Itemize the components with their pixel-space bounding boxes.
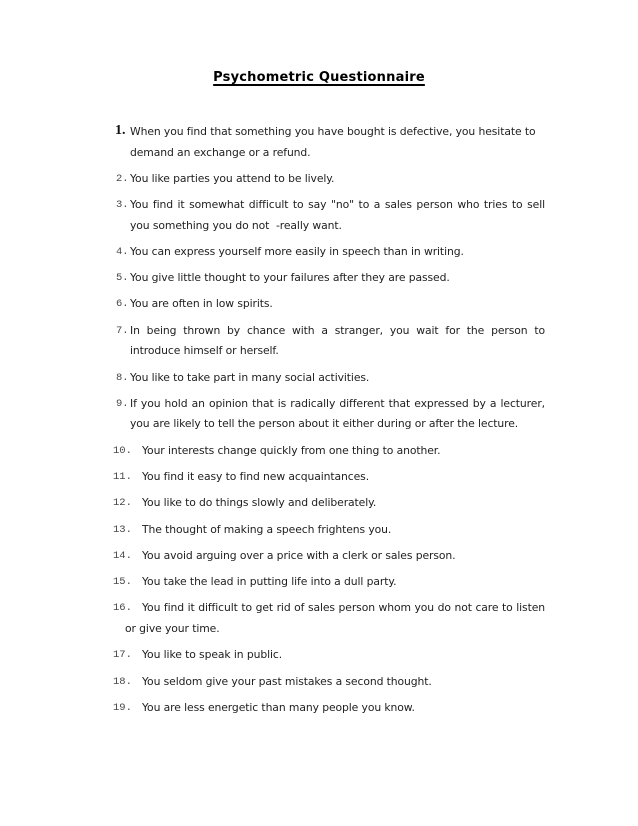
question-number: 6. bbox=[116, 298, 129, 311]
question-line: you something you do not -really want. bbox=[130, 218, 342, 232]
question-text bbox=[130, 169, 545, 190]
question-number: 1. bbox=[115, 123, 126, 138]
question-item-8 bbox=[113, 368, 545, 389]
question-line: Your interests change quickly from one thing to another. bbox=[142, 443, 441, 457]
question-item-10 bbox=[113, 441, 545, 462]
question-number: 18. bbox=[113, 675, 132, 688]
question-line: You seldom give your past mistakes a second thought. bbox=[142, 674, 432, 688]
question-item-6 bbox=[113, 294, 545, 315]
question-number: 5. bbox=[116, 272, 129, 285]
question-number: 3. bbox=[116, 199, 129, 212]
question-number: 17. bbox=[113, 649, 132, 662]
question-text bbox=[125, 441, 545, 462]
question-line: demand an exchange or a refund. bbox=[130, 145, 311, 159]
question-line: You like to speak in public. bbox=[142, 648, 283, 662]
question-line: You like to take part in many social activities. bbox=[130, 370, 370, 384]
question-text bbox=[130, 321, 545, 362]
question-item-15 bbox=[113, 572, 545, 593]
question-line: introduce himself or herself. bbox=[130, 344, 279, 358]
question-item-1 bbox=[113, 122, 545, 163]
question-line: You find it easy to find new acquaintances. bbox=[142, 469, 370, 483]
question-line: You find it somewhat difficult to say "no" to a sales person who tries to sell bbox=[130, 198, 545, 212]
question-line: or give your time. bbox=[125, 621, 220, 635]
question-line: You find it difficult to get rid of sales person whom you do not care to listen bbox=[142, 601, 545, 615]
question-item-17 bbox=[113, 645, 545, 666]
question-line: You avoid arguing over a price with a clerk or sales person. bbox=[142, 548, 456, 562]
question-item-19 bbox=[113, 698, 545, 719]
question-number: 14. bbox=[113, 549, 132, 562]
question-text bbox=[125, 467, 545, 488]
question-number: 15. bbox=[113, 576, 132, 589]
question-item-2 bbox=[113, 169, 545, 190]
question-number: 9. bbox=[116, 397, 129, 410]
question-number: 10. bbox=[113, 444, 132, 457]
question-text bbox=[125, 520, 545, 541]
question-number: 11. bbox=[113, 470, 132, 483]
question-line: You are often in low spirits. bbox=[130, 297, 273, 311]
question-line: The thought of making a speech frightens you. bbox=[142, 522, 392, 536]
question-list bbox=[113, 122, 545, 718]
question-line: When you find that something you have bought is defective, you hesitate to bbox=[130, 125, 536, 138]
question-text bbox=[125, 698, 545, 719]
question-number: 16. bbox=[113, 602, 132, 615]
question-number: 12. bbox=[113, 497, 132, 510]
question-item-18 bbox=[113, 672, 545, 693]
question-number: 2. bbox=[116, 172, 129, 185]
question-item-7 bbox=[113, 321, 545, 362]
question-text bbox=[130, 195, 545, 236]
question-number: 8. bbox=[116, 371, 129, 384]
question-line: you are likely to tell the person about it either during or after the lecture. bbox=[130, 417, 519, 431]
question-text bbox=[130, 122, 545, 163]
question-line: You give little thought to your failures after they are passed. bbox=[130, 271, 450, 285]
question-text bbox=[125, 598, 545, 639]
question-item-9 bbox=[113, 394, 545, 435]
question-line: In being thrown by chance with a stranger, you wait for the person to bbox=[130, 323, 545, 337]
question-text bbox=[130, 242, 545, 263]
question-text bbox=[125, 546, 545, 567]
question-item-14 bbox=[113, 546, 545, 567]
question-number: 4. bbox=[116, 245, 129, 258]
page-title: Psychometric Questionnaire bbox=[213, 70, 425, 85]
question-line: You take the lead in putting life into a dull party. bbox=[142, 575, 397, 589]
question-text bbox=[125, 493, 545, 514]
question-number: 13. bbox=[113, 523, 132, 536]
question-text bbox=[130, 394, 545, 435]
question-item-3 bbox=[113, 195, 545, 236]
question-text bbox=[130, 294, 545, 315]
question-text bbox=[130, 368, 545, 389]
question-line: You like to do things slowly and deliberately. bbox=[142, 496, 377, 510]
question-text bbox=[130, 268, 545, 289]
question-text bbox=[125, 672, 545, 693]
question-number: 7. bbox=[116, 324, 129, 337]
question-text bbox=[125, 645, 545, 666]
question-line: If you hold an opinion that is radically different that expressed by a lecturer, bbox=[130, 396, 545, 410]
question-line: You can express yourself more easily in speech than in writing. bbox=[130, 244, 464, 258]
question-item-13 bbox=[113, 520, 545, 541]
question-item-4 bbox=[113, 242, 545, 263]
question-text bbox=[125, 572, 545, 593]
question-item-16 bbox=[113, 598, 545, 639]
question-item-12 bbox=[113, 493, 545, 514]
question-item-11 bbox=[113, 467, 545, 488]
question-line: You like parties you attend to be lively. bbox=[130, 171, 335, 185]
question-line: You are less energetic than many people you know. bbox=[142, 700, 415, 714]
question-number: 19. bbox=[113, 701, 132, 714]
question-item-5 bbox=[113, 268, 545, 289]
